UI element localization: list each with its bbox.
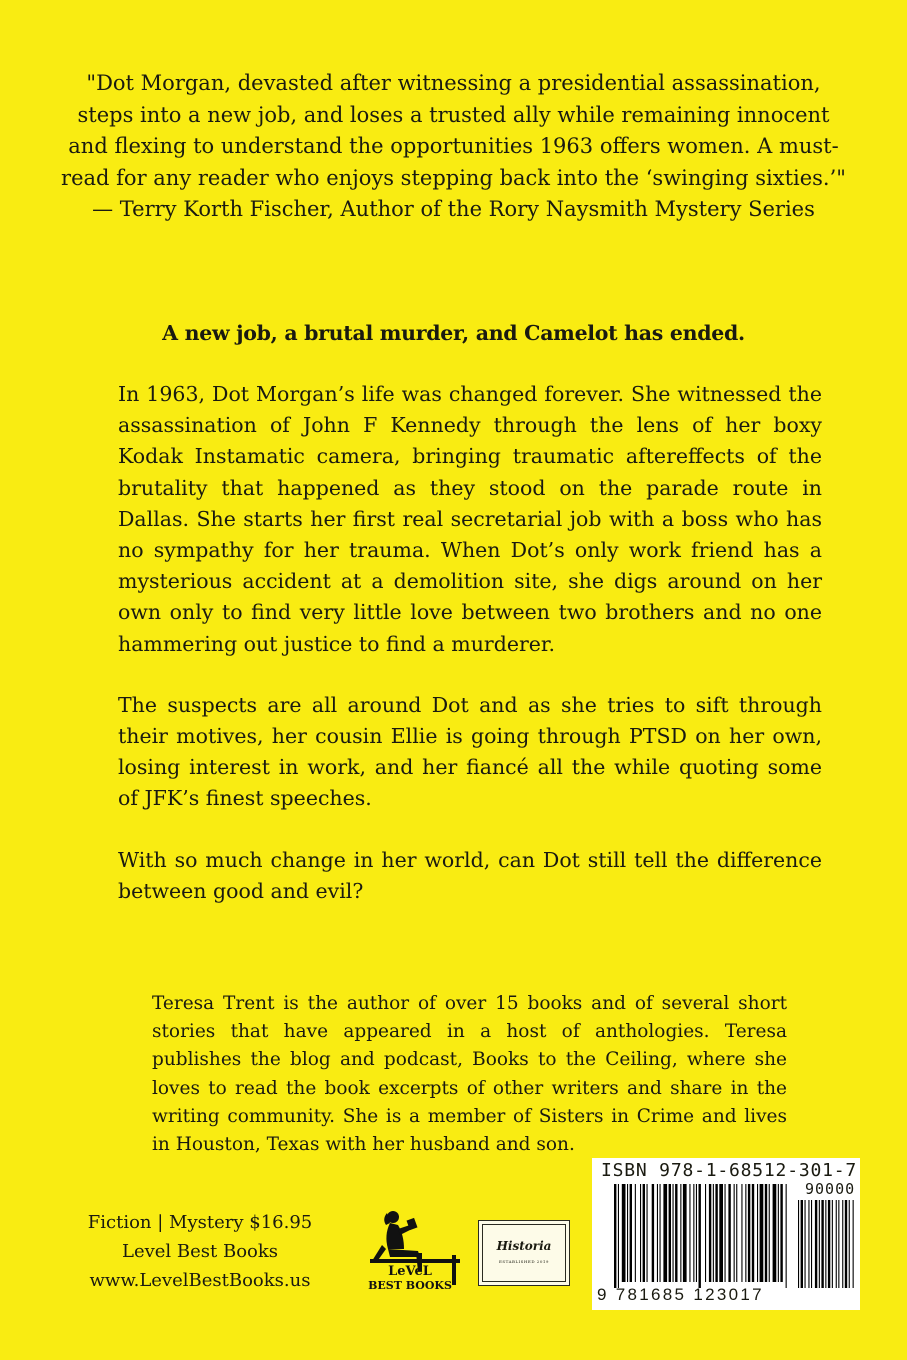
- tagline: A new job, a brutal murder, and Camelot has ended.: [162, 321, 745, 345]
- barcode-bar: [709, 1184, 711, 1282]
- book-description: [118, 379, 822, 937]
- barcode-bar: [618, 1184, 619, 1288]
- publisher-name: Level Best Books: [121, 1241, 279, 1262]
- barcode-bar: [778, 1184, 779, 1282]
- barcode-bar: [786, 1184, 787, 1288]
- description-paragraph: The suspects are all around Dot and as she tries to sift through their motives, her cousin Ellie is going through PTSD on her own, losing interest in work, and her fiancé all the while quoting some of JFK’s finest speeches.: [118, 692, 822, 811]
- barcode-addon-bar: [849, 1200, 850, 1288]
- barcode-addon-bar: [838, 1200, 839, 1288]
- historia-logo-name: Historia: [496, 1239, 552, 1253]
- barcode-addon-bar: [801, 1200, 803, 1288]
- barcode-bar: [680, 1184, 681, 1282]
- level-best-logo-line1: LeVeL: [388, 1264, 432, 1279]
- barcode-addon-bar: [815, 1200, 817, 1288]
- author-bio: Teresa Trent is the author of over 15 books and of several short stories that have appeared in a host of anthologies. Teresa publishes the blog and podcast, Books to the Ceiling, where she loves to read the book excerpts of other writers and share in the writing community. She is a member of Sisters in Crime and lives in Houston, Texas with her husband and son.: [152, 993, 787, 1156]
- barcode-bar: [773, 1184, 777, 1282]
- barcode-bar: [663, 1184, 667, 1282]
- barcode-bar: [752, 1184, 754, 1282]
- barcode-bar: [622, 1184, 626, 1282]
- barcode-bar: [745, 1184, 746, 1282]
- barcode-bar: [736, 1184, 737, 1282]
- barcode-bar: [660, 1184, 661, 1282]
- barcode-bar: [725, 1184, 726, 1282]
- publisher-url: www.LevelBestBooks.us: [89, 1270, 311, 1291]
- barcode-addon-bar: [819, 1200, 820, 1288]
- barcode-bar: [630, 1184, 632, 1282]
- isbn-number: ISBN 978-1-68512-301-7: [601, 1160, 858, 1181]
- barcode-bar: [627, 1184, 628, 1282]
- barcode-bar: [780, 1184, 782, 1282]
- barcode-bar: [728, 1184, 730, 1282]
- barcode-bar: [760, 1184, 764, 1282]
- barcode-bar: [748, 1184, 750, 1282]
- barcode-addon-bar: [853, 1200, 854, 1288]
- ean-number: 9 781685 123017: [597, 1285, 764, 1304]
- barcode-addon-bar: [832, 1200, 833, 1288]
- barcode-bar: [719, 1184, 723, 1282]
- historia-logo: [478, 1220, 570, 1286]
- description-paragraph: With so much change in her world, can Dot still tell the difference between good and evil?: [118, 847, 822, 903]
- barcode-bar: [643, 1184, 645, 1282]
- quote-text: "Dot Morgan, devasted after witnessing a presidential assassination, steps into a new job, and loses a trusted ally while remaining innocent and flexing to understand the opportunities 1963 offers women. A must-read for any reader who enjoys stepping back into the ‘swinging sixties.’": [61, 71, 846, 190]
- endorsement-quote: [60, 68, 847, 226]
- barcode-bar: [715, 1184, 717, 1282]
- barcode-addon-bar: [836, 1200, 837, 1288]
- level-best-logo-line2: BEST BOOKS: [368, 1279, 452, 1292]
- barcode-addon-bar: [805, 1200, 806, 1288]
- barcode-addon-bar: [811, 1200, 812, 1288]
- barcode-bar: [696, 1184, 697, 1282]
- barcode-bar: [765, 1184, 767, 1282]
- barcode-bar: [683, 1184, 687, 1282]
- barcode-bar: [713, 1184, 714, 1282]
- barcode-addon-bar: [825, 1200, 826, 1288]
- isbn-barcode: [592, 1158, 860, 1310]
- barcode-bar: [614, 1184, 616, 1288]
- barcode-addon-bar: [821, 1200, 823, 1288]
- description-paragraph: In 1963, Dot Morgan’s life was changed forever. She witnessed the assassination of John F Kennedy through the lens of her boxy Kodak Instamatic camera, bringing traumatic aftereffects of the brutality that happened as they stood on the parade route in Dallas. She starts her first real secretarial job with a boss who has no sympathy for her trauma. When Dot’s only work friend has a mysterious accident at a demolition site, she digs around on her own only to find very little love between two brothers and no one hammering out justice to find a murderer.: [118, 382, 822, 656]
- publisher-info: [70, 1208, 330, 1295]
- barcode-bar: [734, 1184, 735, 1282]
- barcode-bar: [635, 1184, 636, 1282]
- barcode-bar: [669, 1184, 671, 1282]
- quote-attribution: — Terry Korth Fischer, Author of the Rory Naysmith Mystery Series: [92, 197, 815, 221]
- barcode-bar: [657, 1184, 658, 1282]
- barcode-bar: [757, 1184, 758, 1282]
- barcode-bar: [769, 1184, 770, 1282]
- barcode-bar: [693, 1184, 694, 1282]
- barcode-addon-bar: [798, 1200, 799, 1288]
- level-best-books-logo: [360, 1205, 464, 1297]
- reading-woman-icon: [360, 1205, 464, 1297]
- historia-logo-est: ESTABLISHED 2019: [499, 1259, 549, 1264]
- barcode-bar: [675, 1184, 677, 1282]
- barcode-addon-bar: [808, 1200, 809, 1288]
- barcode-bar: [699, 1184, 701, 1288]
- barcode-bar: [705, 1184, 706, 1282]
- barcode-addon-bar: [845, 1200, 847, 1288]
- barcode-bar: [741, 1184, 742, 1282]
- barcode-bar: [640, 1184, 641, 1282]
- barcode-addon-bar: [842, 1200, 843, 1288]
- barcode-bar: [647, 1184, 648, 1282]
- genre-price: Fiction | Mystery $16.95: [87, 1212, 313, 1233]
- price-code: 90000: [805, 1180, 856, 1198]
- barcode-bar: [673, 1184, 674, 1282]
- barcode-addon-bar: [828, 1200, 830, 1288]
- barcode-bar: [689, 1184, 690, 1282]
- barcode-bar: [652, 1184, 654, 1282]
